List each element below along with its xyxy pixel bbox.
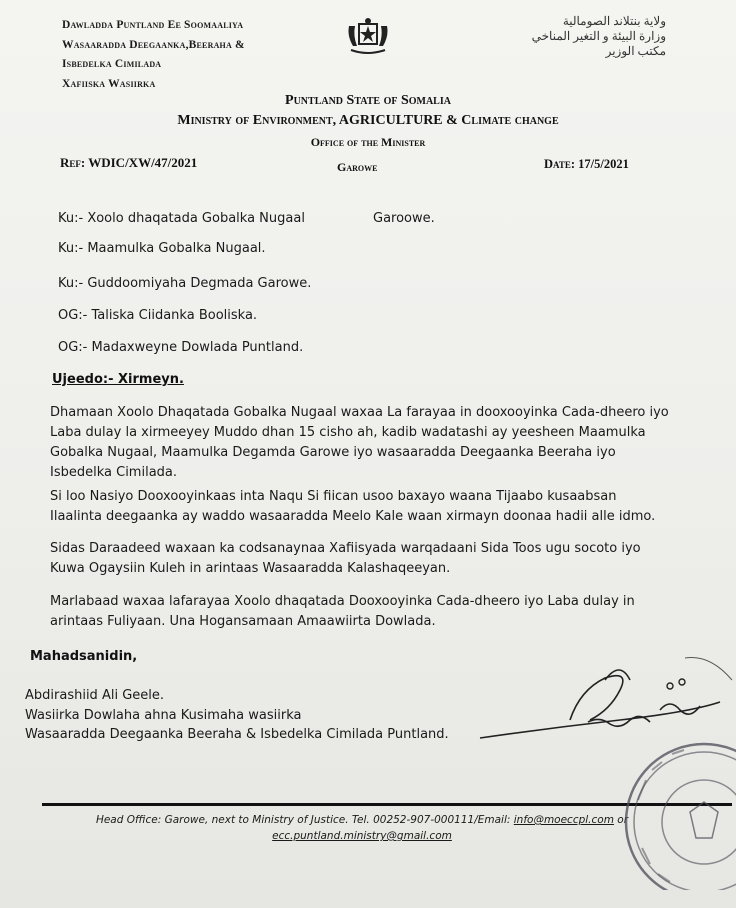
signatory-title: Wasiirka Dowlaha ahna Kusimaha wasiirka <box>25 707 302 723</box>
coat-of-arms-emblem <box>345 16 391 58</box>
recipient-text: Ku:- Xoolo dhaqatada Gobalka Nugaal <box>58 211 305 226</box>
body-paragraph: Sidas Daraadeed waxaan ka codsanaynaa Xafiisyada warqadaani Sida Toos ugu socoto iyo Kuwa Ogaysiin Kuleh in arintaas Wasaaradda Kalashaqeeyan. <box>50 541 641 576</box>
body-paragraph: Si loo Nasiyo Dooxooyinkaas inta Naqu Si fiican usoo baxayo waana Tijaabo kusaabsan Ilaalinta deegaanka ay waddo wasaaradda Meelo Kale waan xirmayn doonaa hadii alle idmo. <box>50 489 656 524</box>
recipient-line: OG:- Madaxweyne Dowlada Puntland. <box>58 340 304 355</box>
handwritten-signature <box>470 650 736 750</box>
closing-salutation: Mahadsanidin, <box>30 649 138 664</box>
ministry-title: Ministry of Environment, AGRICULTURE & Climate change <box>177 113 559 128</box>
recipient-line <box>58 211 305 226</box>
recipient-location: Garoowe. <box>373 211 435 226</box>
signatory-ministry: Wasaaradda Deegaanka Beeraha & Isbedelka Cimilada Puntland. <box>25 727 449 742</box>
signatory-block <box>25 686 449 745</box>
letterhead-right-line: ولاية بنتلاند الصومالية <box>562 14 666 28</box>
letterhead-left-line: Dawladda Puntland Ee Soomaaliya <box>62 19 244 31</box>
footer-contact <box>82 812 642 844</box>
letterhead-left-line: Isbedelka Cimilada <box>62 58 162 70</box>
footer-email-primary[interactable]: info@moeccpl.com <box>513 814 614 826</box>
recipient-line: OG:- Taliska Ciidanka Booliska. <box>58 308 258 323</box>
letterhead-right-line: مكتب الوزير <box>605 44 666 58</box>
state-title: Puntland State of Somalia <box>285 93 451 108</box>
reference-number: Ref: WDIC/XW/47/2021 <box>60 155 198 170</box>
recipient-line: Ku:- Guddoomiyaha Degmada Garowe. <box>58 276 312 291</box>
letterhead-left-line: Xafiiska Wasiirka <box>62 77 156 90</box>
letterhead-right-line: وزارة البيئة و التغير المناخي <box>531 29 666 43</box>
letterhead-right <box>532 14 666 59</box>
body-paragraph: Marlabaad waxaa lafarayaa Xoolo dhaqatada Dooxooyinka Cada-dheero iyo Laba dulay in arintaas Fuliyaan. Una Hogansamaan Amaawiirta Dowlada. <box>50 594 635 629</box>
letter-date: Date: 17/5/2021 <box>544 157 629 171</box>
official-stamp <box>612 740 736 890</box>
subject-line: Ujeedo:- Xirmeyn. <box>52 372 184 387</box>
letterhead-left-line: Wasaaradda Deegaanka,Beeraha & <box>62 38 245 51</box>
body-paragraph: Dhamaan Xoolo Dhaqatada Gobalka Nugaal waxaa La farayaa in dooxooyinka Cada-dheero iyo Laba dulay la xirmeeyey Muddo dhan 15 cisho ah, kadib wadatashi ay yeesheen Maamulka Gobalka Nugaal, Maamulka Degamda Garowe iyo wasaaradda Deegaanka Beeraha iyo Isbedelka Cimilada. <box>50 405 669 480</box>
footer-email-secondary[interactable]: ecc.puntland.ministry@gmail.com <box>272 830 452 842</box>
signatory-name: Abdirashiid Ali Geele. <box>25 688 165 703</box>
place-name: Garowe <box>337 160 378 174</box>
footer-address: Head Office: Garowe, next to Ministry of Justice. Tel. 00252-907-000111/Email: <box>95 814 511 826</box>
letterhead-left <box>62 16 245 94</box>
footer-or: or <box>613 814 629 826</box>
office-title: Office of the Minister <box>310 135 426 149</box>
recipient-line: Ku:- Maamulka Gobalka Nugaal. <box>58 241 266 256</box>
